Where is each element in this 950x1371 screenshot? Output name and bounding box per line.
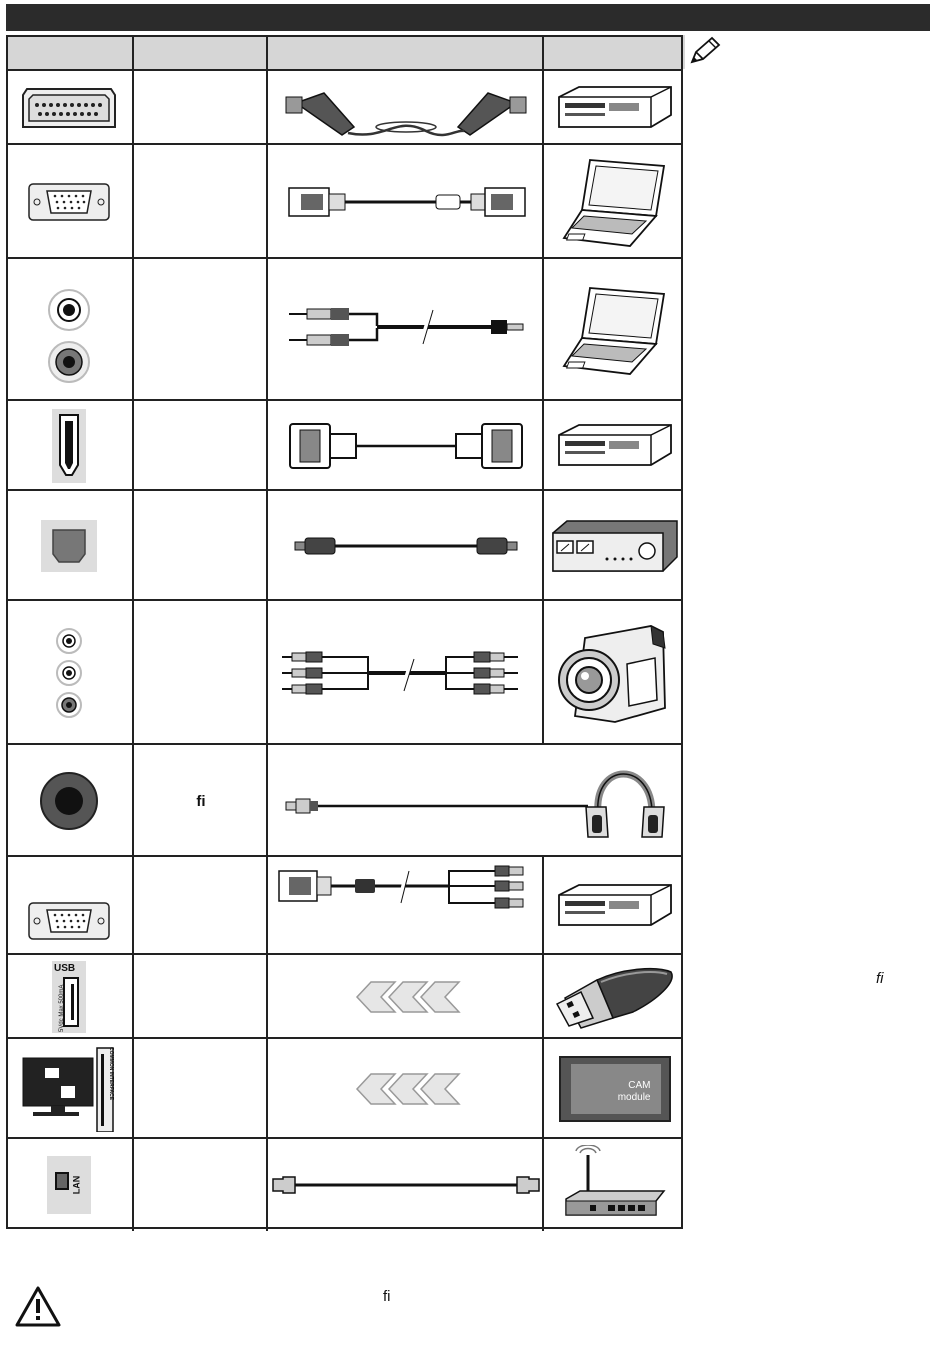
vga-to-component-cable-icon: [266, 857, 542, 955]
audio-jacks-icon: [6, 259, 132, 401]
table-row: [6, 257, 683, 401]
row-label: [132, 1139, 268, 1231]
hdmi-cable-icon: [266, 401, 544, 491]
table-row: [6, 743, 683, 857]
ethernet-cable-icon: [266, 1139, 544, 1231]
lan-port-icon: [6, 1139, 132, 1231]
router-icon: [542, 1139, 685, 1231]
side-note-text: fi: [876, 970, 884, 987]
header-connector: [6, 35, 132, 69]
optical-port-icon: [6, 491, 132, 601]
dvd-player-icon: [542, 857, 685, 955]
table-row: [6, 489, 683, 601]
row-label: fi: [132, 745, 268, 857]
scart-cable-icon: [266, 71, 544, 145]
table-row: [6, 1037, 683, 1139]
note-pencil-icon: [688, 36, 722, 66]
optical-cable-icon: [266, 491, 544, 601]
cam-text: CAM: [628, 1080, 651, 1091]
table-header: [6, 35, 683, 69]
camcorder-icon: [542, 601, 685, 745]
header-type: [132, 35, 268, 69]
usb-rating-label: 5Vdc Max 500mA: [59, 984, 65, 1032]
lan-label: LAN: [71, 1175, 82, 1195]
table-row: [6, 855, 683, 955]
vga-cable-icon: [266, 145, 544, 259]
row-label: [132, 401, 268, 491]
dvd-player-icon: [542, 401, 685, 491]
av-cable-icon: [266, 601, 544, 745]
warning-text: fi: [383, 1288, 391, 1305]
row-label: [132, 1039, 268, 1139]
row-label: [132, 955, 268, 1039]
header-cables: [266, 35, 544, 69]
header-device: [542, 35, 685, 69]
table-row: [6, 399, 683, 491]
dvd-player-icon: [542, 71, 685, 145]
cam-module-icon: [542, 1039, 685, 1139]
vga-port-icon: [6, 857, 132, 955]
laptop-icon: [542, 259, 685, 401]
module-text: module: [617, 1092, 651, 1103]
table-row: [6, 599, 683, 745]
laptop-icon: [542, 145, 685, 259]
table-row: [6, 143, 683, 259]
title-bar: [6, 4, 930, 31]
insert-arrows-icon: [266, 955, 544, 1039]
amplifier-icon: [542, 491, 685, 601]
usb-port-icon: [6, 955, 132, 1039]
headphone-jack-icon: [6, 745, 132, 857]
table-row: [6, 1137, 683, 1231]
usb-port-slot: [63, 977, 79, 1027]
insert-arrows-icon: [266, 1039, 544, 1139]
hdmi-port-icon: [6, 401, 132, 491]
headphone-cable-icon: [266, 745, 685, 857]
scart-port-icon: [6, 71, 132, 145]
warning-icon: [14, 1285, 62, 1329]
usb-stick-icon: [542, 955, 685, 1039]
row-label: [132, 491, 268, 601]
connection-table: [6, 35, 683, 1229]
table-row: [6, 69, 683, 145]
usb-label: USB: [54, 963, 76, 974]
row-label: [132, 601, 268, 745]
row-label: [132, 259, 268, 401]
table-row: [6, 953, 683, 1039]
row-label: [132, 71, 268, 145]
vga-port-icon: [6, 145, 132, 259]
audio-cable-icon: [266, 259, 544, 401]
row-label: [132, 145, 268, 259]
av-jacks-icon: [6, 601, 132, 745]
row-label: [132, 857, 268, 955]
common-interface-label: COMMON INTERFACE: [108, 1047, 114, 1101]
tv-rear-ci-icon: [6, 1039, 132, 1139]
